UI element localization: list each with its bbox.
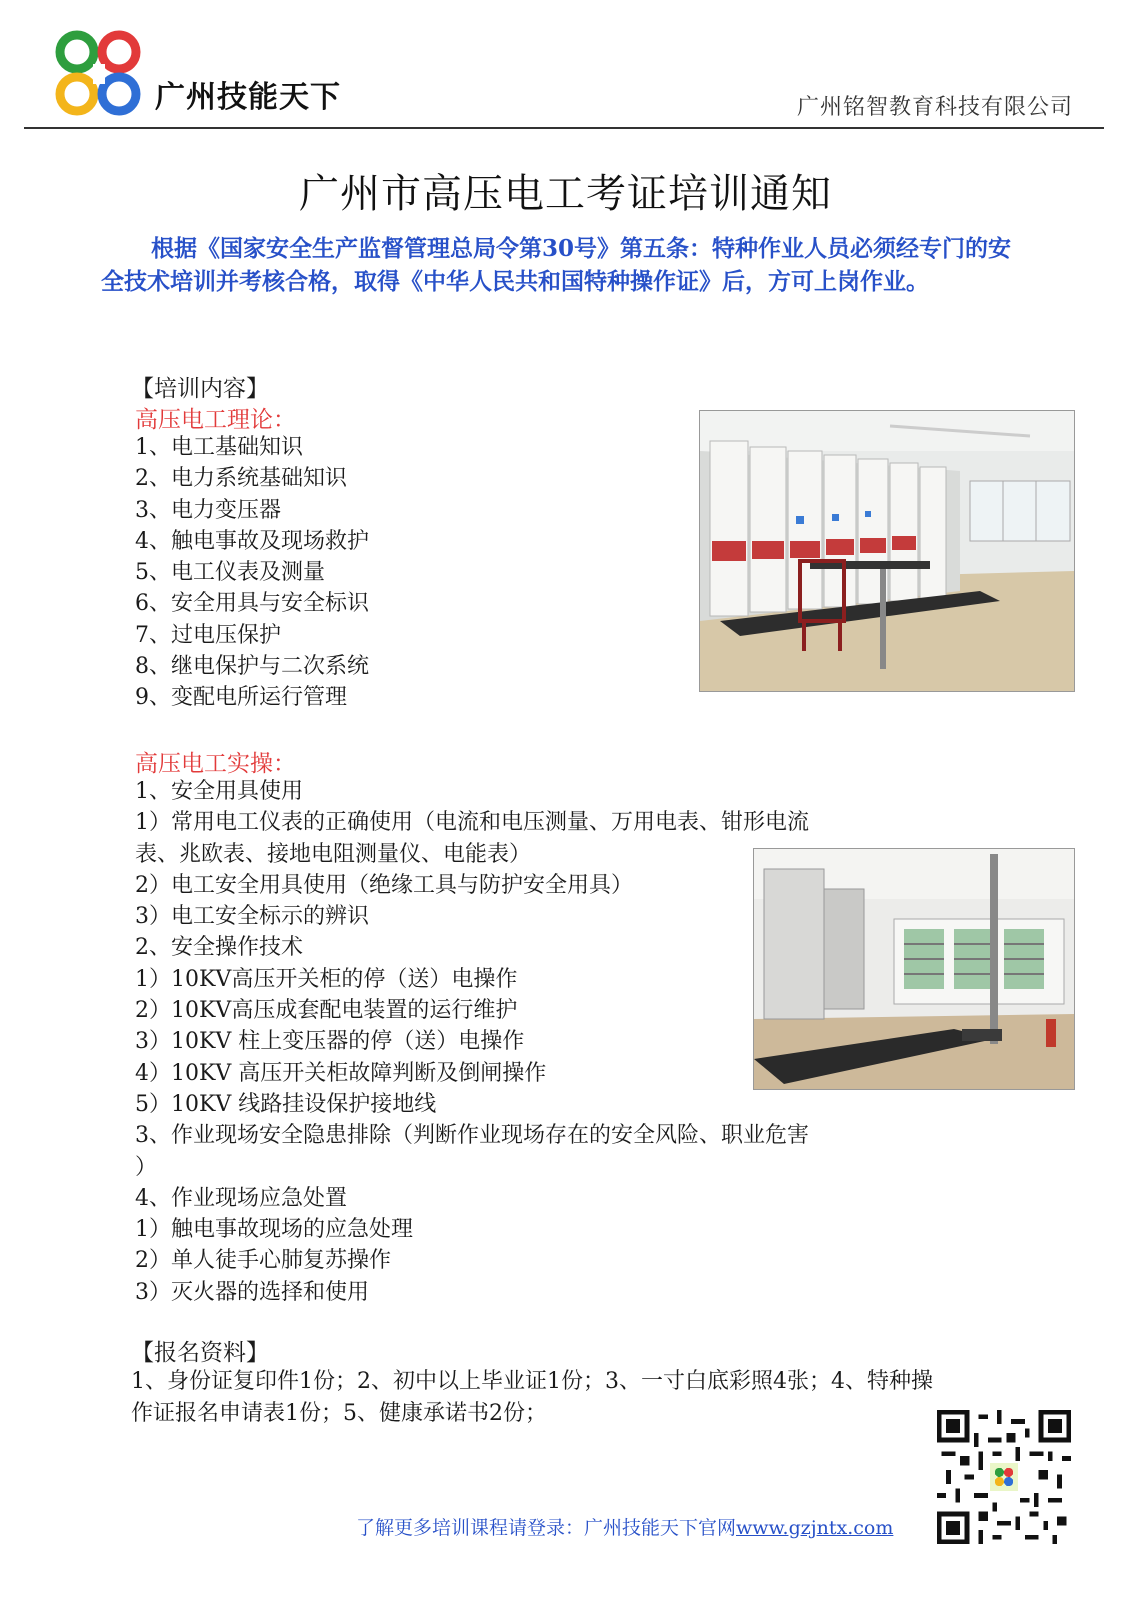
theory-item: 7、过电压保护 [135,622,281,648]
registration-section-label: 【报名资料】 [131,1340,269,1366]
registration-requirements [131,1366,1031,1430]
registration-line-2: 作证报名申请表1份；5、健康承诺书2份； [131,1401,547,1426]
theory-list [135,432,369,714]
switchgear-room-photo [699,410,1075,692]
practice-item: 1）常用电工仪表的正确使用（电流和电压测量、万用电表、钳形电流 [135,810,809,836]
footer-text: 了解更多培训课程请登录：广州技能天下官网 [356,1517,737,1539]
theory-item: 3、电力变压器 [135,497,281,523]
header-divider [24,127,1104,129]
registration-line-1: 1、身份证复印件1份；2、初中以上毕业证1份；3、一寸白底彩照4张；4、特种操 [131,1369,933,1394]
footer [356,1513,893,1540]
practice-item: 4、作业现场应急处置 [135,1185,347,1211]
practice-item: 5）10KV 线路挂设保护接地线 [135,1091,437,1117]
theory-item: 5、电工仪表及测量 [135,560,325,586]
practice-item: 2、安全操作技术 [135,935,303,961]
practice-item: 4）10KV 高压开关柜故障判断及倒闸操作 [135,1060,547,1086]
practice-item: 3）灭火器的选择和使用 [135,1279,369,1305]
practice-item: 表、兆欧表、接地电阻测量仪、电能表） [135,841,532,867]
company-name: 广州铭智教育科技有限公司 [796,95,1073,120]
practice-item: 1、安全用具使用 [135,779,303,804]
theory-item: 8、继电保护与二次系统 [135,654,369,680]
practice-heading: 高压电工实操： [135,751,296,777]
page-title: 广州市高压电工考证培训通知 [299,171,832,217]
intro-paragraph: 根据《国家安全生产监督管理总局令第30号》第五条：特种作业人员必须经专门的安全技术培训并考核合格，取得《中华人民共和国特种操作证》后，方可上岗作业。 [101,235,1012,295]
theory-item: 9、变配电所运行管理 [135,685,347,711]
theory-item: 1、电工基础知识 [135,435,303,460]
theory-heading: 高压电工理论： [135,407,296,433]
theory-item: 2、电力系统基础知识 [135,466,347,492]
brand-name: 广州技能天下 [155,80,341,115]
practice-item: 3）电工安全标示的辨识 [135,904,369,930]
practice-item: 1）10KV高压开关柜的停（送）电操作 [135,966,518,992]
qr-code-icon [937,1410,1071,1544]
practice-item: 2）10KV高压成套配电装置的运行维护 [135,998,518,1024]
practice-item: ） [135,1154,158,1180]
website-link[interactable]: www.gzjntx.com [736,1517,894,1539]
practice-item: 2）电工安全用具使用（绝缘工具与防护安全用具） [135,872,633,898]
training-section-label: 【培训内容】 [131,376,269,402]
practice-item: 1）触电事故现场的应急处理 [135,1217,413,1243]
practice-list [135,776,809,1308]
theory-item: 6、安全用具与安全标识 [135,591,369,617]
theory-item: 4、触电事故及现场救护 [135,528,369,554]
brand-logo-icon [55,30,143,118]
practice-item: 2）单人徒手心肺复苏操作 [135,1248,391,1274]
practice-item: 3、作业现场安全隐患排除（判断作业现场存在的安全风险、职业危害 [135,1123,809,1149]
practice-room-photo [753,848,1075,1090]
practice-item: 3）10KV 柱上变压器的停（送）电操作 [135,1029,525,1055]
